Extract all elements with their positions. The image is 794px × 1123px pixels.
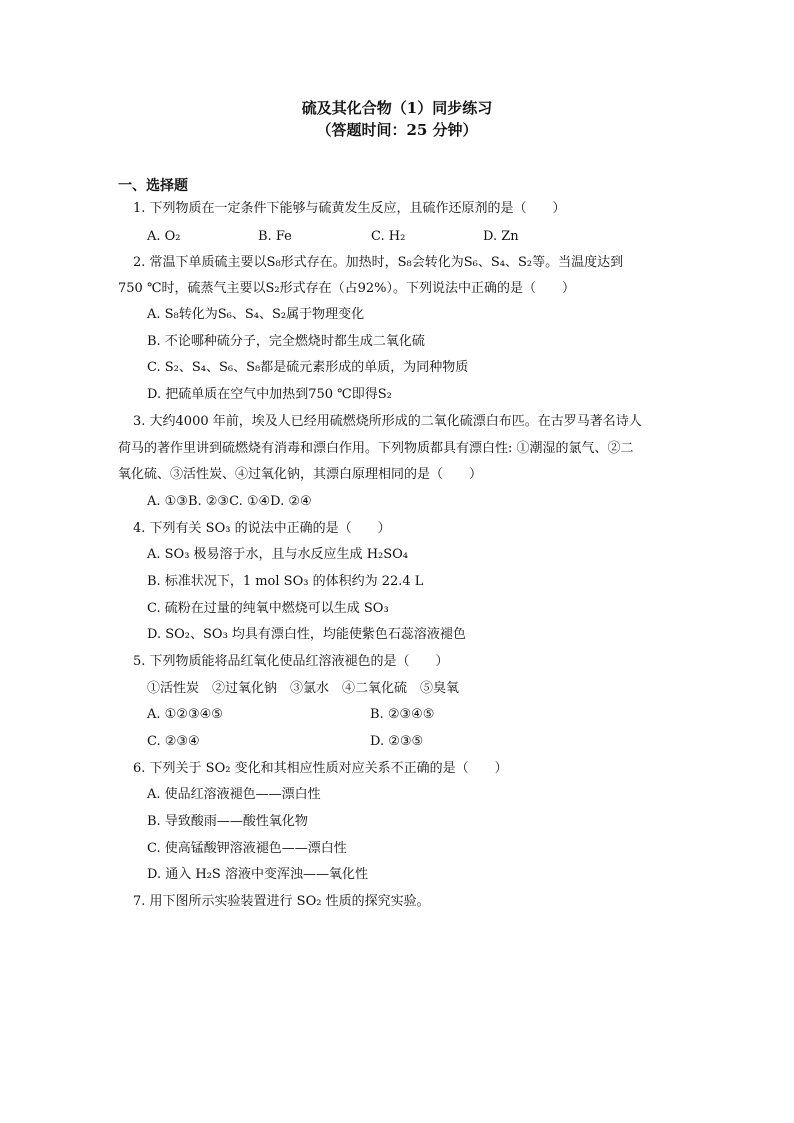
question-6-option-d: D. 通入 H₂S 溶液中变浑浊——氧化性 [147,867,368,882]
question-1-option-b: B. Fe [258,229,292,244]
question-4-option-b: B. 标准状况下，1 mol SO₃ 的体积约为 22.4 L [147,574,424,589]
section-heading: 一、选择题 [118,178,188,194]
question-3-stem-line-1: 3. 大约4000 年前，埃及人已经用硫燃烧所形成的二氧化硫漂白布匹。在古罗马著名诗人 [133,414,642,429]
question-5-option-a: A. ①②③④⑤ [147,707,223,722]
question-2-option-b: B. 不论哪种硫分子，完全燃烧时都生成二氧化硫 [147,334,425,349]
question-5-stem: 5. 下列物质能将品红氧化使品红溶液褪色的是（ ） [133,654,449,669]
question-3-stem-line-2: 荷马的著作里讲到硫燃烧有消毒和漂白作用。下列物质都具有漂白性: ①潮湿的氯气、②二 [118,441,634,456]
question-1-option-d: D. Zn [483,229,519,244]
question-2-stem-line-1: 2. 常温下单质硫主要以S₈形式存在。加热时，S₈会转化为S₆、S₄、S₂等。当温度达到 [133,255,624,270]
question-6-stem: 6. 下列关于 SO₂ 变化和其相应性质对应关系不正确的是（ ） [133,761,508,776]
question-2-option-d: D. 把硫单质在空气中加热到750 ℃即得S₂ [147,387,392,402]
question-5-option-c: C. ②③④ [147,734,200,749]
question-2-option-c: C. S₂、S₄、S₆、S₈都是硫元素形成的单质，为同种物质 [147,360,469,375]
question-2-stem-line-2: 750 ℃时，硫蒸气主要以S₂形式存在（占92%）。下列说法中正确的是（ ） [118,281,575,296]
question-1-option-c: C. H₂ [371,229,406,244]
question-5-option-b: B. ②③④⑤ [370,707,435,722]
question-6-option-c: C. 使高锰酸钾溶液褪色——漂白性 [147,841,347,856]
page-subtitle: （答题时间：25 分钟） [316,121,478,139]
question-6-option-b: B. 导致酸雨——酸性氧化物 [147,814,308,829]
question-3-options: A. ①③B. ②③C. ①④D. ②④ [147,494,312,509]
question-1-option-a: A. O₂ [147,229,181,244]
question-4-option-d: D. SO₂、SO₃ 均具有漂白性，均能使紫色石蕊溶液褪色 [147,627,466,642]
question-1-stem: 1. 下列物质在一定条件下能够与硫黄发生反应，且硫作还原剂的是（ ） [133,201,566,216]
question-4-stem: 4. 下列有关 SO₃ 的说法中正确的是（ ） [133,521,391,536]
page-title: 硫及其化合物（1）同步练习 [301,99,493,117]
question-5-option-d: D. ②③⑤ [370,734,424,749]
question-3-stem-line-3: 氧化硫、③活性炭、④过氧化钠，其漂白原理相同的是（ ） [118,467,483,482]
question-7-stem: 7. 用下图所示实验装置进行 SO₂ 性质的探究实验。 [133,894,430,909]
question-4-option-c: C. 硫粉在过量的纯氧中燃烧可以生成 SO₃ [147,601,389,616]
question-5-substance-list: ①活性炭 ②过氧化钠 ③氯水 ④二氧化硫 ⑤臭氧 [147,681,460,696]
question-6-option-a: A. 使品红溶液褪色——漂白性 [147,787,321,802]
question-2-option-a: A. S₈转化为S₆、S₄、S₂属于物理变化 [147,307,365,322]
question-4-option-a: A. SO₃ 极易溶于水，且与水反应生成 H₂SO₄ [147,547,409,562]
